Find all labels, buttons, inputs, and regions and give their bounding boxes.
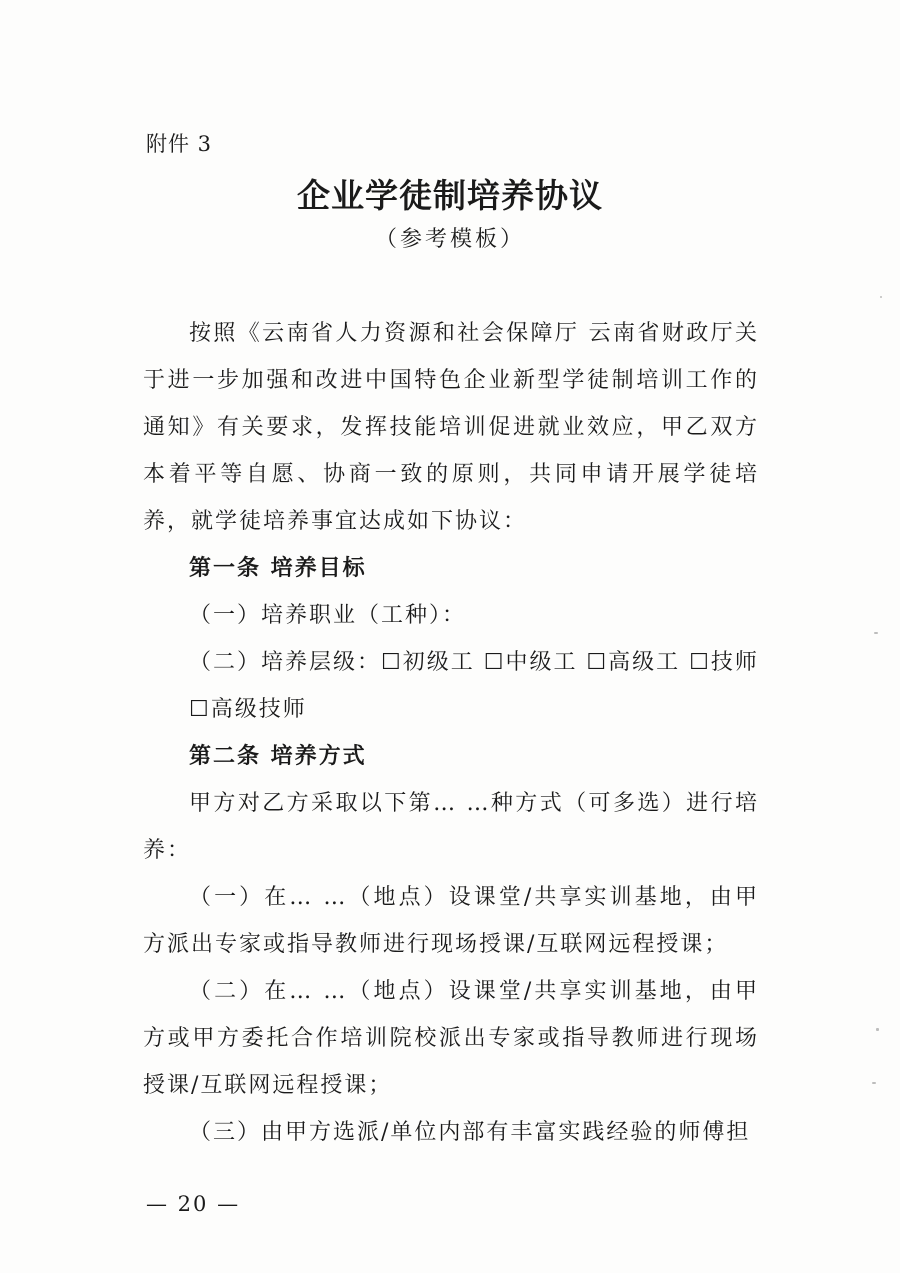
article-2-item-2: （二）在… …（地点）设课堂/共享实训基地，由甲方或甲方委托合作培训院校派出专家或指导教师进行现场授课/互联网远程授课； (143, 979, 759, 1098)
document-subtitle: （参考模板） (374, 227, 525, 252)
document-body (143, 310, 759, 1156)
article-2-heading: 第二条 培养方式 (189, 743, 367, 769)
scan-speck (874, 632, 878, 634)
scan-speck (872, 1082, 876, 1084)
article-1-item-2: （二）培养层级：☐初级工 ☐中级工 ☐高级工 ☐技师 (189, 650, 759, 675)
scan-speck (876, 1028, 879, 1031)
attachment-label: 附件 3 (146, 132, 213, 156)
article-2-intro: 甲方对乙方采取以下第… …种方式（可多选）进行培养： (143, 791, 759, 863)
scan-speck (880, 296, 882, 298)
page-number: — 20 — (146, 1192, 241, 1216)
article-1-item-1: （一）培养职业（工种）： (189, 603, 467, 628)
article-2-item-1: （一）在… …（地点）设课堂/共享实训基地，由甲方派出专家或指导教师进行现场授课/互联网远程授课； (143, 885, 759, 957)
article-1-item-2-continued: ☐高级技师 (189, 697, 307, 722)
document-title: 企业学徒制培养协议 (297, 176, 603, 215)
article-2-item-3: （三）由甲方选派/单位内部有丰富实践经验的师傅担 (189, 1120, 751, 1145)
article-1-heading: 第一条 培养目标 (189, 555, 367, 581)
intro-paragraph: 按照《云南省人力资源和社会保障厅 云南省财政厅关于进一步加强和改进中国特色企业新型学徒制培训工作的通知》有关要求，发挥技能培训促进就业效应，甲乙双方本着平等自愿、协商一致的原则，共同申请开展学徒培养，就学徒培养事宜达成如下协议： (143, 321, 759, 534)
